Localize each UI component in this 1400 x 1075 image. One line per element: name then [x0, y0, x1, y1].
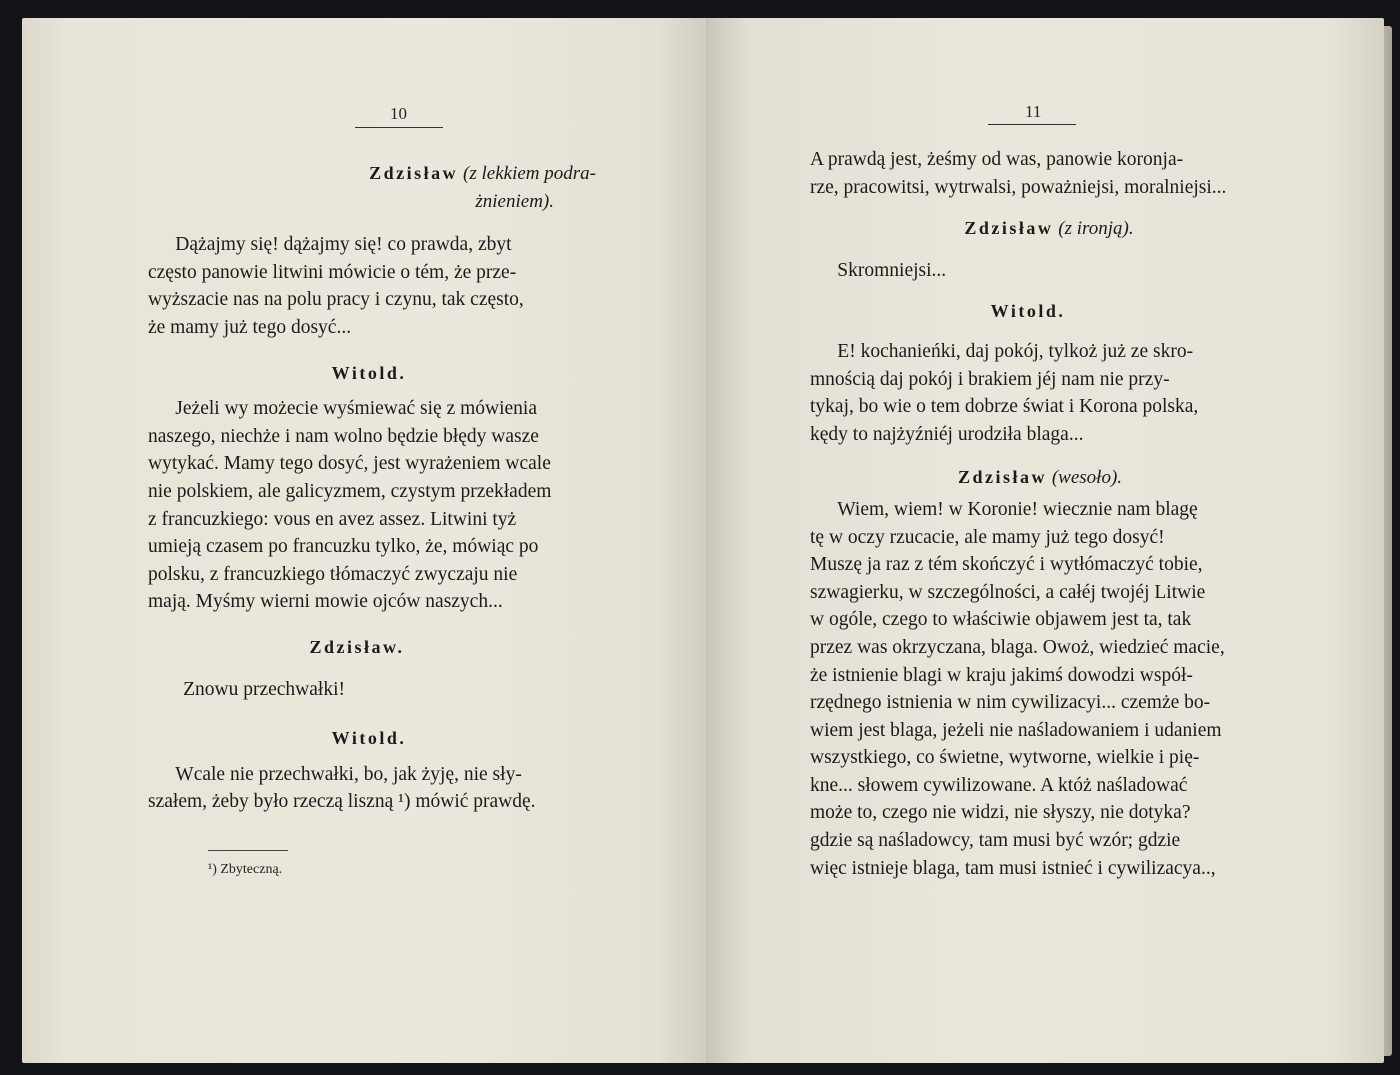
text-line: że mamy już tego dosyć...: [148, 316, 352, 338]
paragraph: [148, 676, 626, 704]
text-line: nie polskiem, ale galicyzmem, czystym przekładem: [148, 480, 552, 502]
text-line: Jeżeli wy możecie wyśmiewać się z mówienia: [175, 398, 537, 420]
text-line: Skromniejsi...: [837, 259, 947, 281]
speaker-heading: [148, 360, 626, 388]
text-line: Wcale nie przechwałki, bo, jak żyję, nie sły-: [175, 763, 522, 785]
text-line: tykaj, bo wie o tem dobrze świat i Korona polska,: [810, 396, 1199, 418]
paragraph: [810, 146, 1260, 201]
paragraph: [148, 231, 626, 341]
speaker-name: Zdzisław.: [309, 636, 405, 657]
text-line: szałem, żeby było rzeczą liszną ¹) mówić prawdę.: [148, 791, 536, 813]
speaker-name: Zdzisław: [964, 218, 1054, 239]
speaker-name: Witold.: [331, 728, 407, 749]
stage-direction: żnieniem).: [475, 190, 554, 212]
paragraph: [810, 496, 1260, 882]
paragraph: [810, 338, 1260, 448]
text-line: gdzie są naśladowcy, tam musi być wzór; gdzie: [810, 830, 1181, 852]
text-line: z francuzkiego: vous en avez assez. Litwini tyż: [148, 508, 517, 530]
text-line: często panowie litwini mówicie o tém, że prze-: [148, 261, 517, 283]
page-number: 11: [1025, 102, 1042, 121]
header-rule: [355, 127, 443, 128]
text-line: w ogóle, czego to właściwie objawem jest ta, tak: [810, 609, 1192, 631]
text-line: tę w oczy rzucacie, ale mamy już tego dosyć!: [810, 526, 1165, 548]
text-line: wiem jest blaga, jeżeli nie naśladowaniem i udaniem: [810, 719, 1222, 741]
text-line: mnością daj pokój i brakiem jéj nam nie przy-: [810, 368, 1170, 390]
speaker-heading: [148, 725, 626, 753]
footnote-rule: [208, 850, 288, 851]
text-line: mają. Myśmy wierni mowie ojców naszych...: [148, 591, 503, 613]
speaker-name: Zdzisław: [957, 467, 1047, 488]
speaker-heading: [148, 160, 626, 188]
text-line: E! kochanieńki, daj pokój, tylkoż już ze skro-: [837, 340, 1194, 362]
text-line: rzędnego istnienia w nim cywilizacyi... czemże bo-: [810, 692, 1211, 714]
book-spread: [14, 18, 1392, 1063]
text-line: kne... słowem cywilizowane. A któż naśladować: [810, 774, 1188, 796]
text-line: A prawdą jest, żeśmy od was, panowie koronja-: [810, 149, 1184, 170]
text-line: naszego, niechże i nam wolno będzie błędy wasze: [148, 425, 539, 447]
text-line: że istnienie blagi w kraju jakimś dowodzi współ-: [810, 664, 1193, 686]
text-line: Dążajmy się! dążajmy się! co prawda, zbyt: [175, 234, 512, 256]
text-line: Muszę ja raz z tém skończyć i wytłómaczyć tobie,: [810, 554, 1203, 576]
right-page: [708, 18, 1384, 1063]
text-line: Znowu przechwałki!: [183, 678, 345, 700]
paragraph: [148, 395, 626, 616]
stage-direction: (wesoło).: [1051, 467, 1123, 489]
text-line: może to, czego nie widzi, nie słyszy, nie dotyka?: [810, 802, 1191, 824]
paragraph: [810, 257, 1260, 285]
speaker-name: Zdzisław: [369, 163, 459, 183]
page-number: 10: [390, 104, 407, 123]
speaker-name: Witold.: [331, 362, 407, 383]
left-page-text: [148, 160, 626, 816]
text-line: szwagierku, w szczególności, a całéj twojéj Litwie: [810, 581, 1206, 603]
text-line: rze, pracowitsi, wytrwalsi, poważniejsi, moralniejsi...: [810, 176, 1227, 198]
speaker-name: Witold.: [990, 301, 1066, 322]
speaker-heading: [810, 298, 1260, 326]
speaker-heading: [810, 215, 1260, 243]
text-line: polsku, z francuzkiego tłómaczyć zwyczaju nie: [148, 563, 518, 585]
text-line: Wiem, wiem! w Koronie! wiecznie nam blagę: [837, 498, 1198, 520]
text-line: kędy to najżyźniéj urodziła blaga...: [810, 423, 1084, 445]
right-page-text: [810, 146, 1260, 882]
header-rule: [988, 124, 1076, 125]
left-page: [22, 18, 712, 1063]
text-line: przez was okrzyczana, blaga. Owoż, wiedzieć macie,: [810, 636, 1225, 658]
speaker-heading: [148, 634, 626, 662]
text-line: wszystkiego, co świetne, wytworne, wielkie i pię-: [810, 747, 1200, 769]
paragraph: [148, 761, 626, 816]
text-line: umieją czasem po francuzku tylko, że, mówiąc po: [148, 536, 539, 558]
text-line: wytykać. Mamy tego dosyć, jest wyrażeniem wcale: [148, 453, 551, 475]
text-line: więc istnieje blaga, tam musi istnieć i cywilizacya..,: [810, 857, 1216, 879]
stage-direction-continued: [148, 188, 626, 216]
footnote: ¹) Zbyteczną.: [208, 862, 283, 877]
speaker-heading: [810, 464, 1260, 492]
stage-direction: (z lekkiem podra-: [463, 163, 596, 184]
text-line: wyższacie nas na polu pracy i czynu, tak często,: [148, 289, 524, 311]
stage-direction: (z ironją).: [1058, 218, 1134, 240]
